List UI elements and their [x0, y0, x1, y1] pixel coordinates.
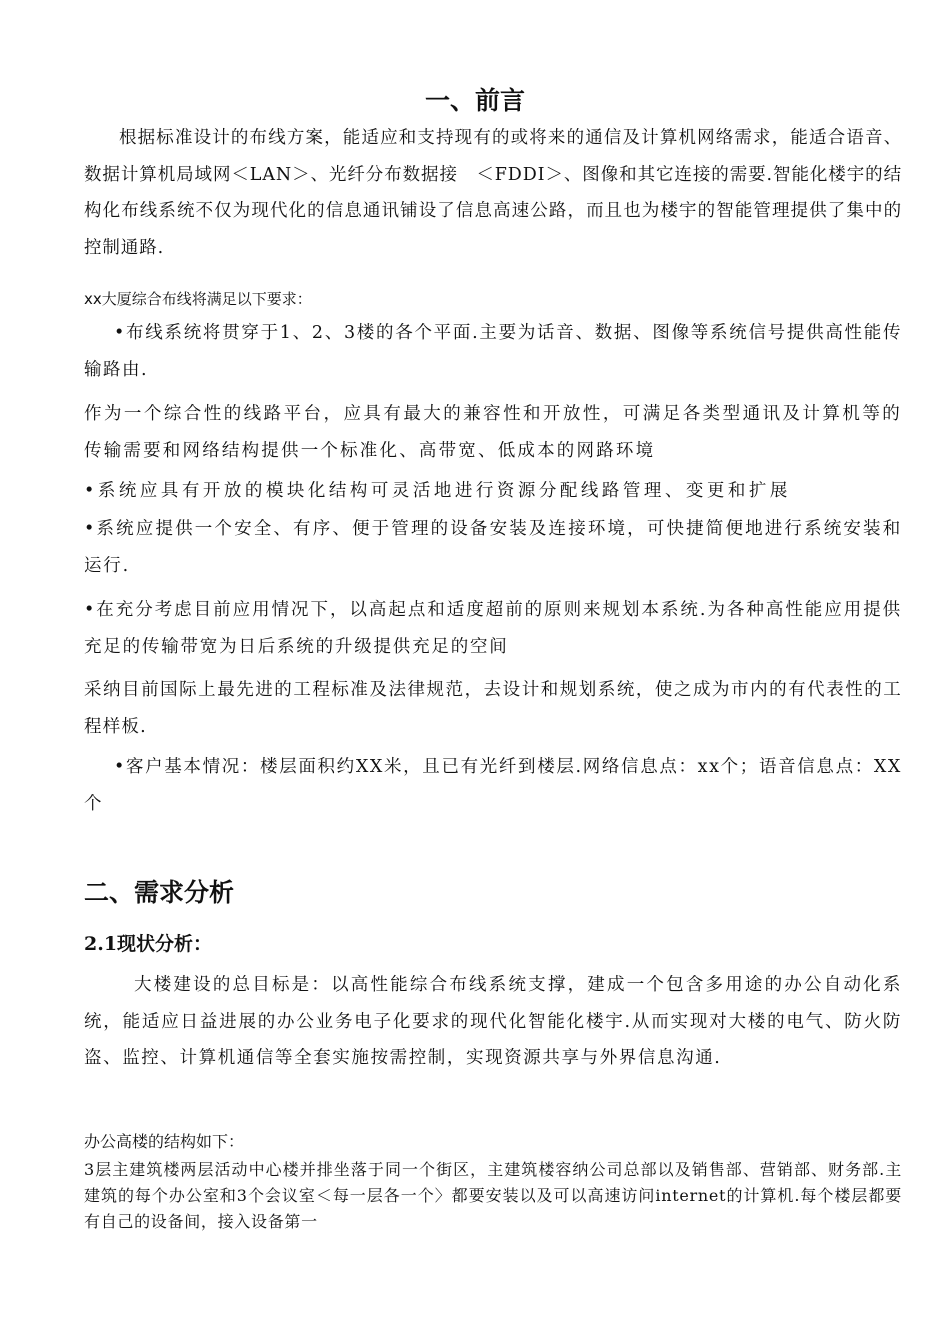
- section-title-requirements: 二、需求分析: [84, 878, 235, 907]
- structure-lead-text: 办公高楼的结构如下：: [84, 1132, 245, 1151]
- requirement-bullet-modular: •系统应具有开放的模块化结构可灵活地进行资源分配线路管理、变更和扩展: [84, 481, 791, 501]
- requirement-bullet-safety: •系统应提供一个安全、有序、便于管理的设备安装及连接环境，可快捷简便地进行系统安装和运行.: [84, 519, 902, 576]
- standard-paragraph: 采纳目前国际上最先进的工程标准及法律规范，去设计和规划系统，使之成为市内的有代表性的工程样板.: [84, 680, 902, 737]
- subsection-title-status: 2.1现状分析：: [84, 933, 213, 955]
- preface-intro-paragraph: 根据标准设计的布线方案，能适应和支持现有的或将来的通信及计算机网络需求，能适合语音、数据计算机局域网＜LAN＞、光纤分布数据接 ＜FDDI＞、图像和其它连接的需要.智能化楼宇的结构化布线系统不仅为现代化的信息通讯铺设了信息高速公路，而且也为楼宇的智能管理提供了集中的控制通路.: [84, 128, 902, 259]
- section-title-preface: 一、前言: [424, 86, 525, 115]
- requirement-bullet-planning: •在充分考虑目前应用情况下，以高起点和适度超前的原则来规划本系统.为各种高性能应用提供充足的传输带宽为日后系统的升级提供充足的空间: [84, 600, 902, 657]
- requirements-lead-text: xx大厦综合布线将满足以下要求：: [84, 290, 312, 308]
- client-info-bullet: •客户基本情况：楼层面积约XX米，且已有光纤到楼层.网络信息点：xx个；语音信息点：XX个: [84, 757, 902, 814]
- structure-paragraph: 3层主建筑楼两层活动中心楼并排坐落于同一个街区，主建筑楼容纳公司总部以及销售部、营销部、财务部.主建筑的每个办公室和3个会议室＜每一层各一个〉都要安装以及可以高速访问internet的计算机.每个楼层都要有自己的设备间，接入设备第一: [84, 1160, 902, 1231]
- requirement-bullet-cabling: •布线系统将贯穿于1、2、3楼的各个平面.主要为话音、数据、图像等系统信号提供高性能传输路由.: [84, 323, 902, 380]
- building-goal-paragraph: 大楼建设的总目标是：以高性能综合布线系统支撑，建成一个包含多用途的办公自动化系统，能适应日益进展的办公业务电子化要求的现代化智能化楼宇.从而实现对大楼的电气、防火防盗、监控、计算机通信等全套实施按需控制，实现资源共享与外界信息沟通.: [84, 975, 902, 1069]
- platform-paragraph: 作为一个综合性的线路平台，应具有最大的兼容性和开放性，可满足各类型通讯及计算机等的传输需要和网络结构提供一个标准化、高带宽、低成本的网路环境: [84, 404, 902, 461]
